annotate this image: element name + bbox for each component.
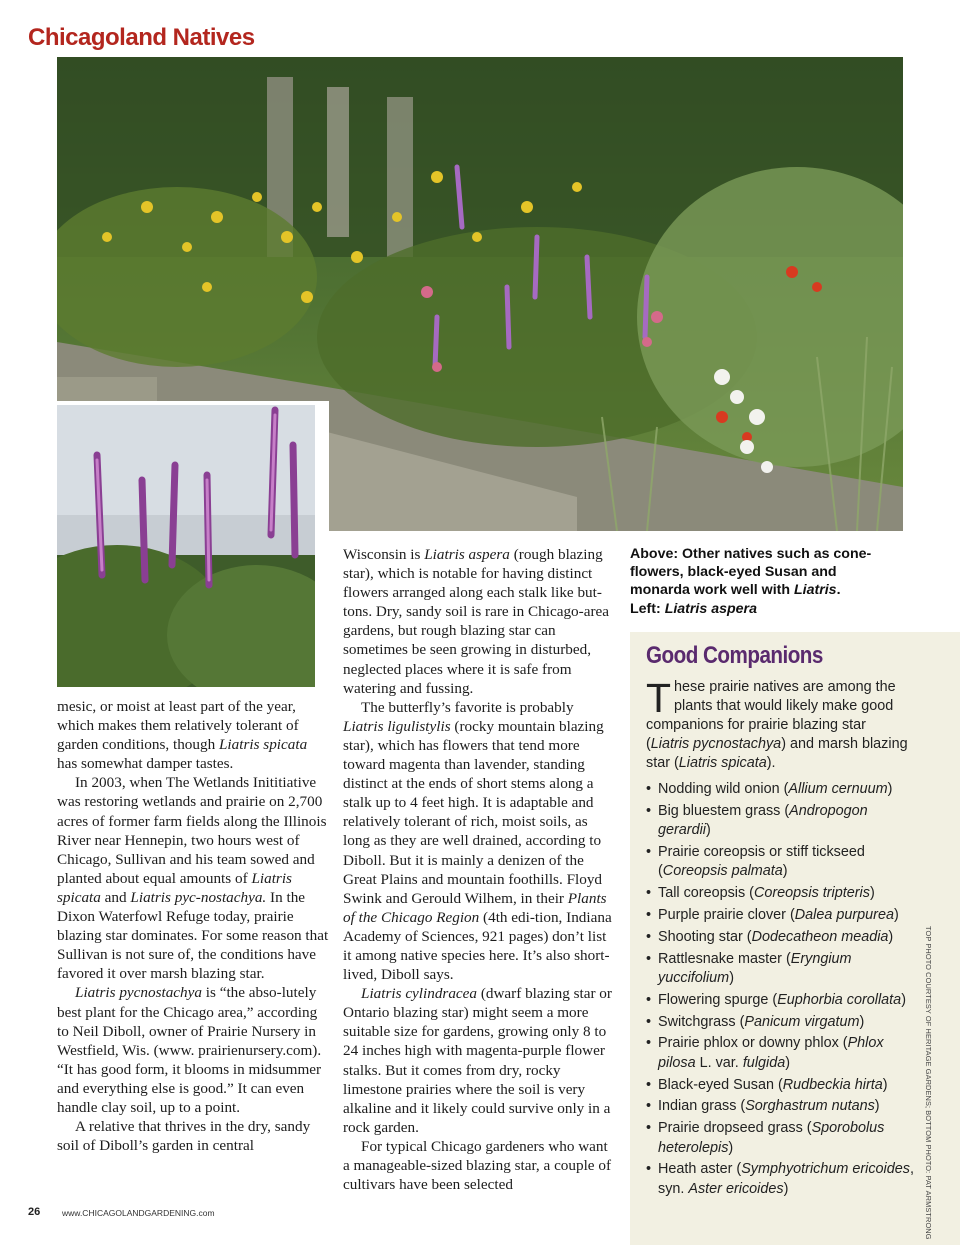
italic-text: Liatris cylindracea (361, 985, 478, 1003)
italic-text: Symphyotrichum ericoides (741, 1161, 910, 1178)
text-run: ) (859, 1013, 865, 1030)
companion-list (646, 780, 916, 1202)
liatris-aspera-photo (57, 401, 329, 701)
text-run: Switchgrass ( (658, 1013, 745, 1030)
drop-cap: T (646, 675, 672, 721)
text-run: ) (874, 1098, 880, 1115)
text-run: ) (887, 781, 893, 797)
text-run: Wisconsin is (343, 546, 425, 563)
text-run: and (100, 888, 131, 906)
italic-text: Andropogon gerardii (658, 802, 868, 839)
photo-credit-text: TOP PHOTO COURTESY OF HERITAGE GARDENS; BOTTOM PHOTO: PAT ARMSTRONG (924, 926, 933, 1240)
text-run: , syn. (658, 1161, 914, 1197)
italic-text: Coreopsis tripteris (753, 885, 870, 902)
text-run: ) (901, 991, 906, 1008)
text-run: Rattlesnake master ( (658, 950, 791, 967)
text-run: hese prairie natives are among the plants that would likely make good companions for prairie blazing star ( (646, 679, 896, 753)
caption-above-italic: Liatris (793, 582, 837, 599)
italic-text: Liatris pyc-nostachya. (130, 888, 267, 906)
text-run: ) (882, 1076, 888, 1093)
italic-text: Aster ericoides (688, 1180, 784, 1197)
companion-item (646, 780, 916, 799)
text-run: Black-eyed Susan ( (658, 1076, 783, 1093)
italic-text: Liatris pycnostachya (75, 984, 202, 1002)
text-run: Indian grass ( (658, 1098, 746, 1115)
paragraph (343, 984, 615, 1137)
footer-website: www.CHICAGOLANDGARDENING.com (62, 1208, 215, 1218)
text-run: ) and marsh blazing star ( (646, 736, 908, 772)
italic-text: fulgida (742, 1054, 786, 1071)
text-run: Heath aster ( (658, 1161, 742, 1178)
paragraph (57, 697, 329, 773)
text-run: For typical Chicago gardeners who want a manageable-sized blazing star, a couple of cultivars have been selected (343, 1137, 611, 1194)
italic-text: Dodecatheon meadia (751, 928, 889, 945)
text-run: (dwarf blazing star or Ontario blazing star) might seem a more suitable size for gardens, growing only 8 to 24 inches high with magenta-purple flower stalks. But it comes from dry, rocky limestone prairies where the soil is very alkaline and it likely could survive only in a rock garden. (343, 985, 612, 1136)
text-run: (rough blazing star), which is notable for having distinct flowers arranged along each stalk like but-tons. Dry, sandy soil is rare in Chicago-area gardens, but rough blazing star can sometimes be seen growing in disturbed, neglected places where it is safe from watering and fussing. (343, 546, 609, 697)
italic-text: Liatris spicata (218, 736, 308, 754)
italic-text: Panicum virgatum (744, 1013, 860, 1030)
text-run: Big bluestem grass ( (658, 802, 790, 819)
body-column-1 (57, 697, 329, 1155)
photo-credit (921, 926, 935, 1240)
paragraph (343, 1137, 615, 1194)
italic-text: Liatris aspera (424, 546, 510, 563)
sidebar-intro (646, 675, 908, 773)
paragraph (57, 773, 329, 983)
text-run: ) (785, 1054, 791, 1071)
text-run: ) (783, 1180, 789, 1197)
text-run: ) (728, 1139, 734, 1156)
text-run: ) (869, 885, 875, 902)
text-run: Prairie dropseed grass ( (658, 1120, 812, 1137)
text-run: Nodding wild onion ( (658, 781, 789, 797)
italic-text: Allium cernuum (788, 781, 888, 797)
italic-text: Plants of the Chicago Region (343, 889, 607, 926)
companion-item (646, 1097, 916, 1116)
companion-item (646, 1076, 916, 1095)
text-run: A relative that thrives in the dry, sandy soil of Diboll’s garden in central (57, 1118, 311, 1155)
text-run: Flowering spurge ( (658, 991, 778, 1008)
italic-text: Liatris pycnostachya (650, 736, 782, 753)
companion-item (646, 991, 916, 1010)
section-title: Chicagoland Natives (28, 24, 255, 51)
text-run: ) (729, 970, 734, 986)
text-run: The butterfly’s favorite is probably (361, 698, 574, 716)
caption-above-end: . (836, 582, 841, 599)
good-companions-sidebar (630, 632, 960, 1245)
text-run: ) (706, 822, 711, 839)
text-run: Prairie phlox or downy phlox ( (658, 1035, 848, 1052)
text-run: In the Dixon Waterfowl Refuge today, prairie blazing star dominates. For some reason that Sullivan is not sure of, the conditions have favored it over marsh blazing star. (57, 888, 329, 983)
companion-item (646, 884, 916, 903)
paragraph (343, 698, 615, 984)
text-run: ) (782, 863, 788, 880)
text-run: ) (893, 907, 899, 923)
italic-text: Phlox pilosa (658, 1035, 884, 1071)
sidebar-title: Good Companions (646, 642, 823, 669)
liatris-photo-art (57, 405, 315, 687)
companion-item (646, 1013, 916, 1032)
text-run: Prairie coreopsis or stiff tickseed ( (658, 844, 865, 880)
text-run: (4th edi-tion, Indiana Academy of Sciences, 921 pages) don’t list it among native species here. It’s also short-lived, Diboll says. (343, 908, 612, 984)
text-run: (rocky mountain blazing star), which has flowers that tend more toward magenta than lavender, standing distinct at the ends of short stems along a stalk up to 4 feet high. It is adaptable and relatively tolerant of rich, moist soils, as long as they are well drained, according to Diboll. But it is mainly a denizen of the Great Plains and mountain foothills. Floyd Swink and Gerould Wilhem, in their (343, 717, 604, 907)
text-run: has somewhat damper tastes. (57, 755, 234, 773)
paragraph (343, 545, 615, 698)
companion-item (646, 1034, 916, 1073)
text-run: In 2003, when The Wetlands Inititiative was restoring wetlands and prairie on 2,700 acres of former farm fields along the Illinois River near Hennepin, two hours west of Chicago, Sullivan and his team sowed and planted about equal amounts of (57, 774, 327, 887)
caption-left-label: Left: (630, 600, 665, 617)
paragraph (57, 1117, 329, 1155)
italic-text: Coreopsis palmata (662, 863, 783, 880)
companion-item (646, 928, 916, 947)
body-column-2 (343, 545, 615, 1194)
text-run: L. var. (695, 1054, 743, 1071)
page-number: 26 (28, 1206, 41, 1218)
italic-text: Eryngium yuccifolium (658, 950, 852, 986)
companion-item (646, 1119, 916, 1158)
italic-text: Dalea purpurea (794, 907, 894, 923)
text-run: ) (888, 928, 894, 945)
italic-text: Liatris ligulistylis (343, 717, 451, 735)
paragraph (57, 983, 329, 1117)
text-run: ). (766, 755, 776, 772)
text-run: Shooting star ( (658, 928, 752, 945)
caption-above: Above: Other natives such as cone-flowers, black-eyed Susan and monarda work well with (630, 546, 872, 599)
companion-item (646, 950, 916, 989)
italic-text: Liatris spicata (57, 869, 292, 906)
photo-caption (630, 545, 900, 618)
companion-item (646, 843, 916, 882)
italic-text: Rudbeckia hirta (782, 1076, 883, 1093)
caption-left-italic: Liatris aspera (664, 600, 757, 617)
text-run: Purple prairie clover ( (658, 907, 795, 923)
text-run: is “the abso-lutely best plant for the Chicago area,” according to Neil Diboll, owner of Prairie Nursery in Westfield, Wis. (www. prairienursery.com). “It has good form, it blooms in midsummer and everything else is good.” It can even handle clay soil, up to a point. (57, 984, 322, 1116)
italic-text: Sorghastrum nutans (745, 1098, 875, 1115)
sidebar-intro-text (646, 675, 908, 772)
companion-item (646, 906, 916, 925)
italic-text: Sporobolus heterolepis (658, 1120, 885, 1156)
italic-text: Euphorbia corollata (777, 991, 902, 1008)
text-run: mesic, or moist at least part of the year, which makes them relatively tolerant of garden conditions, though (57, 698, 299, 754)
companion-item (646, 1160, 916, 1199)
text-run: Tall coreopsis ( (658, 885, 754, 902)
italic-text: Liatris spicata (678, 755, 767, 772)
companion-item (646, 802, 916, 841)
